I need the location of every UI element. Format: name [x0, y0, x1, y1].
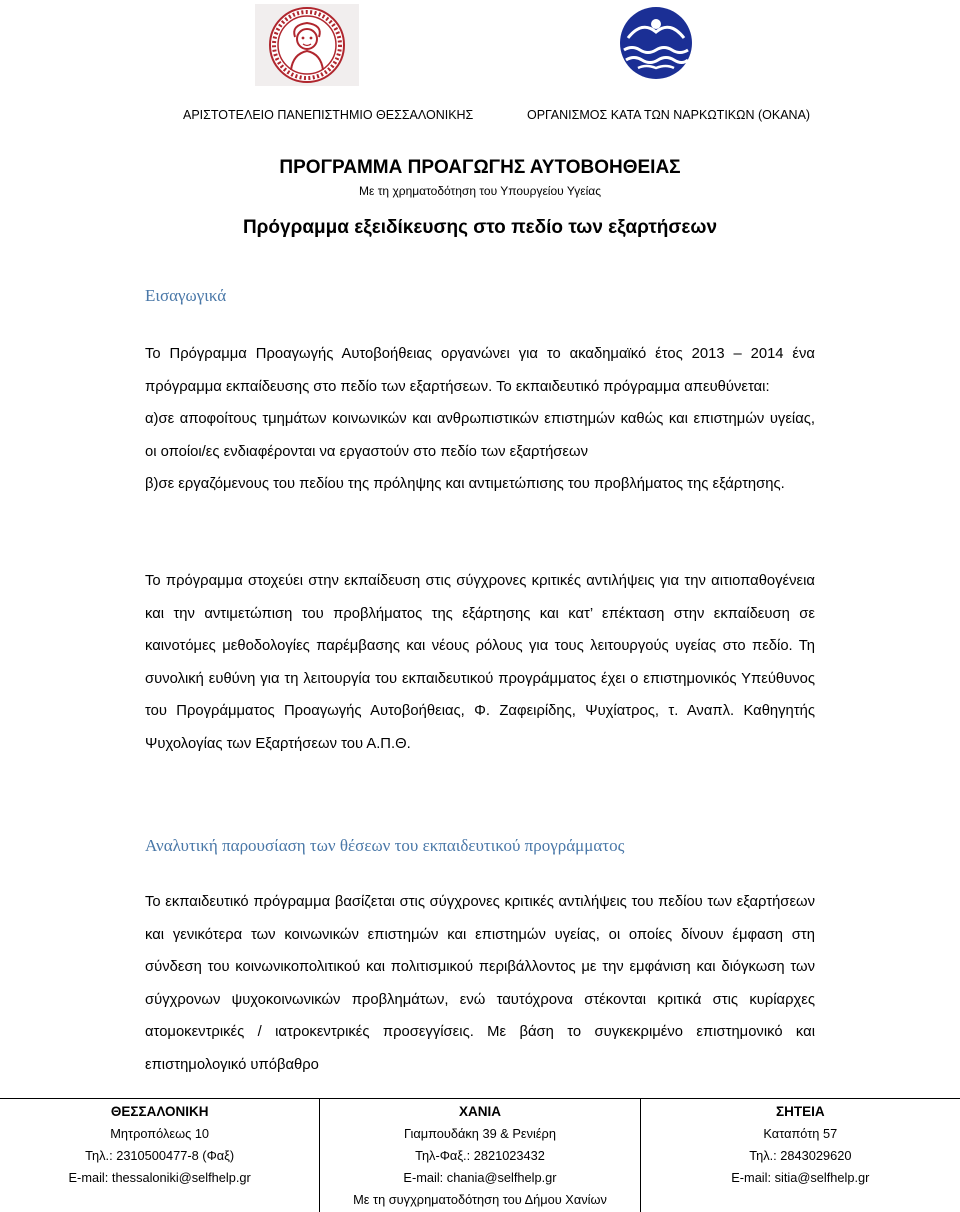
footer-city: ΧΑΝΙΑ — [458, 1104, 501, 1119]
detail-section — [145, 886, 815, 1082]
intro-section — [145, 338, 815, 501]
detail-heading: Αναλυτική παρουσίαση των θέσεων του εκπαιδευτικού προγράμματος — [145, 836, 625, 855]
university-name: ΑΡΙΣΤΟΤΕΛΕΙΟ ΠΑΝΕΠΙΣΤΗΜΙΟ ΘΕΣΣΑΛΟΝΙΚΗΣ — [183, 108, 474, 122]
footer-address: Γιαμπουδάκη 39 & Ρενιέρη — [404, 1126, 556, 1141]
intro-section-goals — [145, 565, 815, 761]
footer-city: ΘΕΣΣΑΛΟΝΙΚΗ — [110, 1104, 209, 1119]
footer-address: Καταπότη 57 — [763, 1126, 838, 1141]
footer-phone: Τηλ-Φαξ.: 2821023432 — [415, 1148, 545, 1163]
footer-email[interactable]: E-mail: sitia@selfhelp.gr — [731, 1170, 870, 1185]
intro-paragraph-1: Το Πρόγραμμα Προαγωγής Αυτοβοήθειας οργανώνει για το ακαδημαϊκό έτος 2013 – 2014 ένα πρόγραμμα εκπαίδευσης στο πεδίο των εξαρτήσεων. Το εκπαιδευτικό πρόγραμμα απευθύνεται: — [145, 346, 815, 395]
intro-heading: Εισαγωγικά — [145, 286, 227, 305]
okana-name: ΟΡΓΑΝΙΣΜΟΣ ΚΑΤΑ ΤΩΝ ΝΑΡΚΩΤΙΚΩΝ (ΟΚΑΝΑ) — [527, 108, 811, 122]
footer-email[interactable]: E-mail: thessaloniki@selfhelp.gr — [68, 1170, 251, 1185]
intro-paragraph-2: α)σε αποφοίτους τμημάτων κοινωνικών και ανθρωπιστικών επιστημών καθώς και επιστημών υγείας, οι οποίοι/ες ενδιαφέρονται να εργαστούν στο πεδίο των εξαρτήσεων — [145, 411, 815, 460]
contact-footer — [0, 1098, 960, 1212]
auth-seal-logo — [255, 4, 359, 86]
footer-sitia — [640, 1099, 960, 1212]
okana-logo — [610, 4, 702, 82]
intro-paragraph-3: β)σε εργαζόμενους του πεδίου της πρόληψης και αντιμετώπισης του προβλήματος της εξάρτησης. — [145, 476, 785, 493]
logo-bar — [0, 0, 960, 100]
specialization-title: Πρόγραμμα εξειδίκευσης στο πεδίο των εξαρτήσεων — [242, 217, 718, 238]
footer-chania — [319, 1099, 639, 1212]
program-subtitle: Με τη χρηματοδότηση του Υπουργείου Υγείας — [359, 184, 601, 198]
footer-address: Μητροπόλεως 10 — [110, 1126, 210, 1141]
footer-note: Με τη συγχρηματοδότηση του Δήμου Χανίων — [353, 1192, 607, 1207]
footer-phone: Τηλ.: 2843029620 — [749, 1148, 852, 1163]
footer-email[interactable]: E-mail: chania@selfhelp.gr — [403, 1170, 557, 1185]
footer-thessaloniki — [0, 1099, 319, 1212]
intro-paragraph-4: Το πρόγραμμα στοχεύει στην εκπαίδευση στις σύγχρονες κριτικές αντιλήψεις για την αιτιοπαθογένεια και την αντιμετώπιση του προβλήματος της εξάρτησης και κατ’ επέκταση στην εκπαίδευση σε καινοτόμες μεθοδολογίες παρέμβασης και νέους ρόλους για τους λειτουργούς υγείας στο πεδίο. Τη συνολική ευθύνη για τη λειτουργία του εκπαιδευτικού προγράμματος έχει ο επιστημονικός Υπεύθυνος του Προγράμματος Προαγωγής Αυτοβοήθειας, Φ. Ζαφειρίδης, Ψυχίατρος, τ. Αναπλ. Καθηγητής Ψυχολογίας των Εξαρτήσεων του Α.Π.Θ. — [145, 573, 815, 752]
footer-city: ΣΗΤΕΙΑ — [776, 1104, 825, 1119]
footer-phone: Τηλ.: 2310500477-8 (Φαξ) — [85, 1148, 235, 1163]
detail-paragraph-1: Το εκπαιδευτικό πρόγραμμα βασίζεται στις σύγχρονες κριτικές αντιλήψεις του πεδίου των εξαρτήσεων και γενικότερα των κοινωνικών επιστημών και επιστημών υγείας, οι οποίες δίνουν έμφαση στη σύνδεση του κοινωνικοπολιτικού και πολιτισμικού περιβάλλοντος με την εμφάνιση και διόγκωση των σύγχρονων ψυχοκοινωνικών προβλημάτων, ενώ ταυτόχρονα στέκονται κριτικά στις κυρίαρχες ατομοκεντρικές / ιατροκεντρικές προσεγγίσεις. Με βάση το συγκεκριμένο επιστημονικό και επιστημολογικό υπόβαθρο — [145, 894, 815, 1073]
program-title: ΠΡΟΓΡΑΜΜΑ ΠΡΟΑΓΩΓΗΣ ΑΥΤΟΒΟΗΘΕΙΑΣ — [279, 157, 681, 178]
